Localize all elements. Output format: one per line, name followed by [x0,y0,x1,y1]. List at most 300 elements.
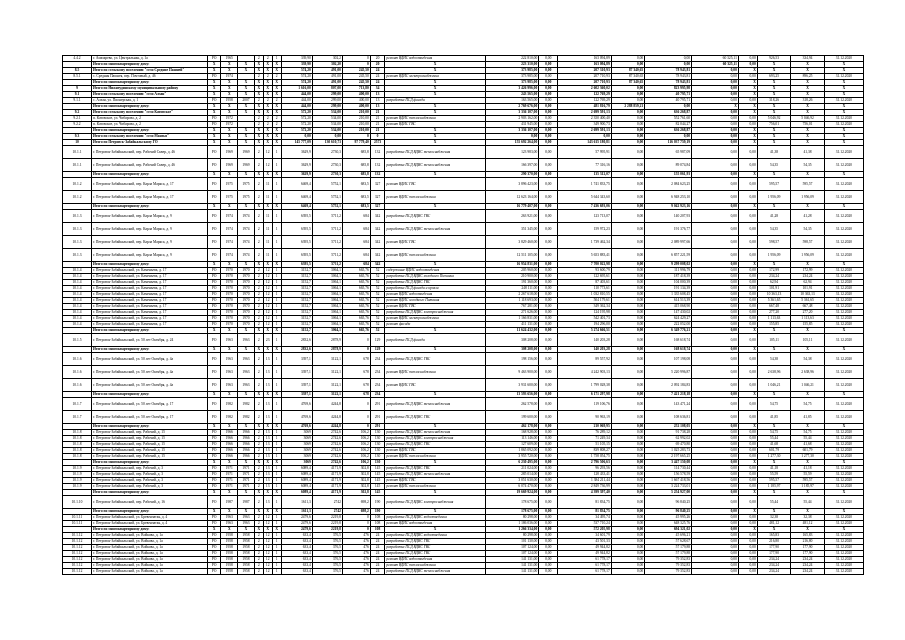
cell-a1: 1 616,00 [281,86,312,92]
cell-s5: X [738,92,757,98]
cell-m2: 41,38 [791,146,824,159]
address-cell: г. Амазарево, ул. Центральная, д. 1а [92,56,208,62]
cell-cost: 80 298,00 [485,515,539,521]
cell-unit: 0,00 [539,80,558,86]
cell-s1: 1 739 462,34 [558,236,612,249]
cell-a2: 376,5 [312,533,342,539]
cell-ap: 234 [370,366,385,379]
cell-m1: 234,24 [757,569,790,575]
cell-a2: 4244,8 [312,411,342,424]
row-number-cell: 10.1.9 [63,478,92,484]
cell-s5: 0,00 [738,398,757,411]
cell-ap: 52 [370,286,385,292]
cell-mat: X [272,347,281,353]
cell-m2: X [791,128,824,134]
cell-a3: 0 [342,411,370,424]
cell-a1: 3152,7 [281,268,312,274]
cell-ap: 52 [370,268,385,274]
cell-a2: 376,5 [312,557,342,563]
cell-date: 31.12.2020 [824,366,863,379]
cell-y1: 1958 [221,557,238,563]
cell-m2: 1 277,30 [791,454,824,460]
cell-cost: 262 578,00 [485,398,539,411]
cell-fl: 2 [254,430,263,436]
cell-unit: 0,00 [539,490,558,496]
cell-y2: 1974 [238,249,255,262]
cell-work: разработка ПСД ВДИС водоотведения [385,533,485,539]
cell-cost: 271 626,00 [485,310,539,316]
cell-cost: 3 829 460,00 [485,236,539,249]
cell-s5: 0,00 [738,286,757,292]
cell-s3: 155 061,93 [645,172,692,178]
cell-m2: 2 638,96 [791,366,824,379]
cell-ap: 24 [370,563,385,569]
cell-y1: 1970 [221,298,238,304]
cell-en: 12 [263,545,272,551]
cell-mat: 1 [272,398,281,411]
cell-date: 31.12.2020 [824,210,863,223]
cell-a2: 3064,1 [312,298,342,304]
cell-s4: 0,00 [692,411,739,424]
address-cell: г. Петровск-Забайкальский, пер. Рабочий, д. 15 [92,436,208,442]
cell-s3: 1 335 608,45 [645,292,692,298]
cell-owner: РО [208,545,221,551]
cell-work: разработка ПСД ВДИС ГВС [385,551,485,557]
cell-y1: 1969 [221,146,238,159]
cell-s1: 2 849 736,99 [558,484,612,490]
cell-en: 12 [263,304,272,310]
row-number-cell: 9 [63,86,92,92]
cell-work: ремонт ВДИС водоотведения [385,292,485,298]
row-title-cell: Итого по многоквартирному дому: [92,328,208,334]
cell-owner: РО [208,249,221,262]
cell-unit: 0,00 [539,379,558,392]
cell-a1: 6089,4 [281,466,312,472]
row-number-cell: 10.1.8 [63,430,92,436]
cell-m1: X [757,68,790,74]
cell-s5: X [738,104,757,110]
cell-unit: 0,00 [539,430,558,436]
cell-a1: 444,00 [281,104,312,110]
cell-a1: 0,00 [281,134,312,140]
cell-cost: 351 345,00 [485,223,539,236]
cell-cost: 107 124,00 [485,551,539,557]
cell-mat: X [272,80,281,86]
cell-y1: 1963 [221,515,238,521]
cell-fl: 2 [254,515,263,521]
cell-en: 2 [263,98,272,104]
cell-cost: 462 178,00 [485,424,539,430]
cell-work: X [385,104,485,110]
cell-a2: 0,00 [312,134,342,140]
cell-work: разработка ПСД ВДИС ГВС [385,280,485,286]
cell-y2: 1971 [238,484,255,490]
cell-m2: 54,75 [791,430,824,436]
cell-owner: РО [208,436,221,442]
cell-ap: 327 [370,191,385,204]
cell-a2: 3064,1 [312,304,342,310]
cell-s2: 0,00 [611,557,644,563]
cell-work: разработка ПСД ВДИС теплоснабжения [385,472,485,478]
cell-s2: 0,00 [611,146,644,159]
cell-s2: 0,00 [611,316,644,322]
cell-s2: 0,00 [611,490,644,496]
cell-s1: 572 205,98 [558,527,612,533]
cell-m1: 54,35 [757,223,790,236]
cell-ap: 130 [370,448,385,454]
cell-s3: 9 042 923,16 [645,204,692,210]
cell-mat: 1 [272,298,281,304]
cell-a2: 3064,1 [312,280,342,286]
cell-y2: X [238,509,255,515]
cell-ap: 52 [370,274,385,280]
table-row [63,223,864,236]
cell-a1: 3069 [281,448,312,454]
cell-s4: 60 325,11 [692,62,739,68]
cell-a2: 4244,8 [312,398,342,411]
cell-s3: 147 430,02 [645,310,692,316]
cell-s2: 0,00 [611,98,644,104]
cell-s1: 124 195,98 [558,310,612,316]
cell-fl: 2 [254,292,263,298]
cell-ap: 234 [370,379,385,392]
cell-en: X [263,92,272,98]
cell-m2: 1 185,97 [791,484,824,490]
cell-m2: X [791,92,824,98]
cell-a3: 665,76 [342,328,370,334]
cell-s3: 78 943,81 [645,68,692,74]
cell-cost: 205 960,00 [485,268,539,274]
address-cell: г. Петровск-Забайкальский, ул. Каменьева, д. 17 [92,310,208,316]
row-number-cell: 10.1.5 [63,334,92,347]
cell-a2: 299,00 [312,98,342,104]
cell-en: 12 [263,146,272,159]
cell-date: X [824,134,863,140]
cell-fl: X [254,134,263,140]
cell-date: 31.12.2020 [824,122,863,128]
cell-owner: РО [208,178,221,191]
cell-s5: X [738,392,757,398]
cell-a3: 210,00 [342,128,370,134]
address-cell: г. Петровск-Забайкальский, ул. Бревенчатая, д. 4 [92,515,208,521]
cell-work: ремонт ВДИС теплоснабжения [385,116,485,122]
cell-m2: 177,90 [791,551,824,557]
cell-a3: 665,76 [342,310,370,316]
cell-y2: 1982 [238,411,255,424]
cell-owner: РО [208,557,221,563]
cell-s5: 0,00 [738,496,757,509]
cell-date: 31.12.2020 [824,466,863,472]
cell-cost: 6 230 495,00 [485,460,539,466]
cell-y2: 1969 [238,146,255,159]
row-title-cell: Итого по сельскому поселению "село Катовское" [92,110,208,116]
cell-date: 31.12.2020 [824,442,863,448]
cell-date: 31.12.2020 [824,310,863,316]
cell-ap: 13 [370,98,385,104]
cell-a3: 0 [342,347,370,353]
cell-a3: 476 [342,563,370,569]
cell-y1: X [221,527,238,533]
cell-a1: 633,4 [281,569,312,575]
cell-s2: 0,00 [611,563,644,569]
cell-en: X [263,86,272,92]
cell-s2: 0,00 [611,496,644,509]
cell-owner: РО [208,539,221,545]
cell-unit: 0,00 [539,515,558,521]
cell-s3: 0,00 [645,104,692,110]
cell-y2: 1969 [238,159,255,172]
cell-s5: X [738,86,757,92]
cell-m1: 41,18 [757,466,790,472]
cell-owner: РО [208,310,221,316]
cell-s2: 0,00 [611,521,644,527]
cell-unit: 0,00 [539,353,558,366]
cell-s4: 0,00 [692,448,739,454]
cell-y2: X [238,490,255,496]
cell-s4: 0,00 [692,292,739,298]
cell-s4: 0,00 [692,490,739,496]
cell-a2: 5711,2 [312,262,342,268]
cell-a3: 678 [342,392,370,398]
cell-work: разработка ПСД ВДИС теплоснабжения [385,569,485,575]
cell-s2: 0,00 [611,551,644,557]
cell-ap: 132 [370,159,385,172]
cell-fl: 2 [254,557,263,563]
cell-mat: 1 [272,274,281,280]
cell-y2: X [238,460,255,466]
cell-y1: 1970 [221,304,238,310]
cell-unit: 0,00 [539,146,558,159]
cell-s3: 82 044,27 [645,122,692,128]
cell-m1: 1 046,21 [757,379,790,392]
cell-fl: 2 [254,478,263,484]
cell-m2: X [791,509,824,515]
cell-en: 13 [263,478,272,484]
cell-a3: 665,76 [342,268,370,274]
cell-a1: 572,20 [281,128,312,134]
row-number-cell: 10.1.12 [63,551,92,557]
cell-s3: 624 429,27 [645,316,692,322]
cell-date: 31.12.2020 [824,551,863,557]
cell-ap: 342 [370,236,385,249]
cell-s5: 0,00 [738,379,757,392]
cell-owner: X [208,104,221,110]
cell-s3: 0,00 [645,62,692,68]
cell-date: 31.12.2020 [824,98,863,104]
cell-a2: 5752,1 [312,178,342,191]
cell-s3: 45 696,21 [645,533,692,539]
cell-s2: 0,00 [611,466,644,472]
cell-a2: 534,00 [312,122,342,128]
cell-owner: РО [208,122,221,128]
cell-s5: 0,00 [738,210,757,223]
cell-unit: 0,00 [539,424,558,430]
cell-m2: 41,18 [791,466,824,472]
cell-work: содержание ВДИС водоотведения [385,268,485,274]
row-number-cell: 10.1.11 [63,521,92,527]
cell-unit: 0,00 [539,191,558,204]
cell-unit: 0,00 [539,128,558,134]
cell-ap: 52 [370,298,385,304]
cell-s1: 504 179,61 [558,298,612,304]
cell-work: разработка ПСД ВДИС ГВС [385,411,485,424]
cell-work: X [385,86,485,92]
cell-s1: 90 963,19 [558,411,612,424]
cell-mat: 1 [272,310,281,316]
cell-unit: 0,00 [539,322,558,328]
cell-cost: 263 921,00 [485,210,539,223]
cell-y1: X [221,86,238,92]
row-number-cell: 10.1.12 [63,557,92,563]
cell-y2: X [238,204,255,210]
cell-mat: 1 [272,280,281,286]
cell-m2: X [791,68,824,74]
cell-mat: 1 [272,436,281,442]
cell-s1: 81 834,75 [558,509,612,515]
cell-a3: 0 [342,521,370,527]
cell-y2: X [238,424,255,430]
row-number-cell: 10.1.7 [63,398,92,411]
cell-s1: 2 699 591,13 [558,128,612,134]
cell-a2: 376,5 [312,539,342,545]
cell-fl: 2 [254,436,263,442]
cell-s5: 0,00 [738,146,757,159]
cell-m1: 177,90 [757,551,790,557]
capital-repair-register-table [62,55,864,575]
cell-cost: 3 336 107,00 [485,110,539,116]
cell-a3: 684 [342,223,370,236]
cell-y2: 1974 [238,210,255,223]
cell-s2: 0,00 [611,292,644,298]
cell-work: ремонт ВДИС ГВС [385,178,485,191]
cell-a2: 3064,1 [312,286,342,292]
cell-s2: 0,00 [611,424,644,430]
cell-work: ремонт ВДИС теплоснабжения [385,366,485,379]
cell-m2: X [791,86,824,92]
cell-owner: РО [208,366,221,379]
cell-unit: 0,00 [539,122,558,128]
cell-unit: 0,00 [539,310,558,316]
cell-work: ремонт ВДИС ГВС [385,236,485,249]
cell-m1: 54,35 [757,159,790,172]
cell-a1: 6089,4 [281,478,312,484]
cell-m2: 595,57 [791,178,824,191]
cell-owner: X [208,262,221,268]
cell-m1: 595,57 [757,178,790,191]
cell-work: X [385,527,485,533]
cell-ap: 52 [370,310,385,316]
table-row [63,334,864,347]
cell-work: X [385,424,485,430]
cell-mat: 1 [272,521,281,527]
cell-ap: 129 [370,347,385,353]
cell-s2: 0,00 [611,460,644,466]
address-cell: г. Петровск-Забайкальский, ул. Войкова, д. 1а [92,557,208,563]
cell-m1: X [757,328,790,334]
cell-en: 2 [263,122,272,128]
cell-y1: 1958 [221,563,238,569]
cell-a3: 684 [342,236,370,249]
cell-s5: 0,00 [738,454,757,460]
cell-s3: 6 948 253,10 [645,191,692,204]
row-number-cell: 8.5.1 [63,74,92,80]
cell-a1: 633,4 [281,533,312,539]
cell-m2: X [791,392,824,398]
cell-s5: 0,00 [738,98,757,104]
cell-ap: 145 [370,484,385,490]
cell-unit: 0,00 [539,551,558,557]
cell-s4: 0,00 [692,249,739,262]
cell-cost: 0,00 [485,134,539,140]
cell-y2: X [238,80,255,86]
cell-s5: X [738,490,757,496]
cell-s4: 0,00 [692,92,739,98]
cell-a2: 2742,6 [312,460,342,466]
cell-s5: 0,00 [738,280,757,286]
cell-s2: 0,00 [611,236,644,249]
address-cell: г. Петровск-Забайкальский, ул. Бревенчатая, д. 4 [92,521,208,527]
cell-en: 12 [263,563,272,569]
cell-m1: X [757,424,790,430]
cell-m1: 481,12 [757,521,790,527]
cell-fl: X [254,92,263,98]
cell-s3: 78 943,81 [645,74,692,80]
cell-m2: X [791,172,824,178]
cell-date: 31.12.2020 [824,454,863,460]
cell-a3: 683,5 [342,178,370,191]
cell-owner: РО [208,569,221,575]
cell-a1: 3629,9 [281,146,312,159]
cell-en: X [263,128,272,134]
cell-owner: X [208,527,221,533]
cell-m1: X [757,62,790,68]
cell-a1: 633,4 [281,545,312,551]
cell-m2: 595,57 [791,478,824,484]
cell-date: 31.12.2020 [824,274,863,280]
table-row [63,159,864,172]
table-row [63,569,864,575]
cell-work: разработка ПСД ВДИС теплоснабжения [385,398,485,411]
cell-y1: 1958 [221,545,238,551]
cell-y1: 1970 [221,268,238,274]
cell-s4: 0,00 [692,98,739,104]
cell-s3: 168 618,74 [645,334,692,347]
cell-a1: 2832,6 [281,334,312,347]
address-cell: г. Петровск-Забайкальский, ул. Каменьева, д. 17 [92,316,208,322]
cell-s2: 0,00 [611,436,644,442]
cell-date: 31.12.2020 [824,286,863,292]
cell-m1: 177,90 [757,545,790,551]
cell-m2: X [791,134,824,140]
cell-cost: 198 156,00 [485,353,539,366]
cell-s3: 79 352,83 [645,563,692,569]
cell-s4: 0,00 [692,533,739,539]
cell-ap: 21 [370,110,385,116]
cell-m1: X [757,80,790,86]
cell-a2: 491,00 [312,80,342,86]
cell-mat: 1 [272,551,281,557]
cell-work: разработка ПСД фасада и кровли [385,286,485,292]
cell-ap: 24 [370,68,385,74]
cell-unit: 0,00 [539,436,558,442]
cell-mat: X [272,204,281,210]
cell-owner: РО [208,466,221,472]
cell-fl: X [254,392,263,398]
cell-date: 31.12.2020 [824,74,863,80]
row-number-cell: 10 [63,140,92,146]
cell-m1: 155,85 [757,322,790,328]
cell-s1: 1 758 054,75 [558,454,612,460]
